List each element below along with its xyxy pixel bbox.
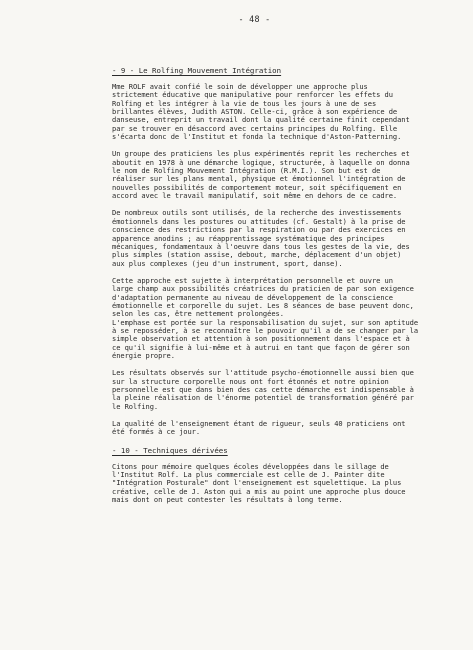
text-line: à se reposséder, à se reconnaître le pouvoir qu'il a de se changer par la xyxy=(112,325,419,335)
text-line: réaliser sur les plans mental, physique et émotionnel l'intégration de xyxy=(112,174,406,184)
section-paragraphs xyxy=(112,463,437,505)
text-line: plus simples (station assise, debout, marche, déplacement d'un objet) xyxy=(112,250,402,260)
text-line: été formés à ce jour. xyxy=(112,427,201,437)
text-line: Les résultats observés sur l'attitude psycho-émotionnelle aussi bien que xyxy=(112,368,414,378)
text-line: aux plus complexes (jeu d'un instrument, sport, danse). xyxy=(112,258,343,268)
text-line: par se trouver en désaccord avec certains principes du Rolfing. Elle xyxy=(112,123,398,133)
text-line: nouvelles possibilités de comportement moteur, soit spécifiquement en xyxy=(112,182,402,192)
text-line: large champ aux possibilités créatrices du praticien de par son exigence xyxy=(112,284,414,294)
text-line: Un groupe des praticiens les plus expérimentés reprit les recherches et xyxy=(112,149,410,159)
text-line: créative, celle de J. Aston qui a mis au point une approche plus douce xyxy=(112,486,406,496)
paragraph xyxy=(112,209,437,267)
paragraph xyxy=(112,150,437,200)
text-line: De nombreux outils sont utilisés, de la recherche des investissements xyxy=(112,208,402,218)
text-line: strictement éducative que manipulative pour renforcer les effets du xyxy=(112,90,393,100)
text-line: le nom de Rolfing Mouvement Intégration (R.M.I.). Son but est de xyxy=(112,166,381,176)
text-line: "Intégration Posturale" dont l'enseignement est squelettique. La plus xyxy=(112,478,402,488)
text-line: émotionnels dans les postures ou attitudes (cf. Gestalt) à la prise de xyxy=(112,216,406,226)
text-line: brillantes élèves, Judith ASTON. Celle-ci, grâce à son expérience de xyxy=(112,107,398,117)
text-line: selon les cas, être nettement prolongées. xyxy=(112,309,284,319)
section-paragraphs xyxy=(112,83,437,437)
paragraph xyxy=(112,463,437,505)
page-content xyxy=(112,66,437,513)
text-line: émotionnelle et corporelle du sujet. Les 8 séances de base peuvent donc, xyxy=(112,300,414,310)
text-line: s'écarta donc de l'Institut et fonda la technique d'Aston-Patterning. xyxy=(112,132,402,142)
paragraph xyxy=(112,277,437,360)
section-9 xyxy=(112,66,437,437)
text-line: ce qu'il signifie à lui-même et à autrui en tant que façon de gérer son xyxy=(112,342,410,352)
text-line: danseuse, entreprit un travail dont la qualité certaine finit cependant xyxy=(112,115,410,125)
text-line: apparence anodins ; au réapprentissage systématique des principes xyxy=(112,233,385,243)
text-line: Mme ROLF avait confié le soin de développer une approche plus xyxy=(112,82,368,91)
text-line: L'emphase est portée sur la responsabilisation du sujet, sur son aptitude xyxy=(112,317,419,327)
text-line: mécaniques, fondamentaux à l'oeuvre dans tous les gestes de la vie, des xyxy=(112,241,410,251)
paragraph xyxy=(112,83,437,141)
text-line: Cette approche est sujette à interprétation personnelle et ouvre un xyxy=(112,275,393,285)
section-title: - 9 - Le Rolfing Mouvement Intégration xyxy=(112,66,282,75)
text-line: Rolfing et les intégrer à la vie de tous les jours à une de ses xyxy=(112,98,377,108)
text-line: conscience des restrictions par la respiration ou par des exercices en xyxy=(112,225,406,235)
text-line: la pleine réalisation de l'énorme potentiel de transformation généré par xyxy=(112,393,414,403)
page-number: - 48 - xyxy=(238,14,271,24)
text-line: Citons pour mémoire quelques écoles développées dans le sillage de xyxy=(112,461,389,471)
text-line: La qualité de l'enseignement étant de rigueur, seuls 40 praticiens ont xyxy=(112,419,406,429)
text-line: mais dont on peut contester les résultats à long terme. xyxy=(112,495,343,505)
text-line: accord avec le travail manipulatif, soit même en dehors de ce cadre. xyxy=(112,191,398,201)
section-title: - 10 - Techniques dérivées xyxy=(112,445,228,455)
section-10 xyxy=(112,446,437,505)
paragraph xyxy=(112,369,437,411)
text-line: personnelle est que dans bien des cas cette démarche est indispensable à xyxy=(112,385,414,394)
text-line: énergie propre. xyxy=(112,350,175,360)
text-line: simple observation et attention à son positionnement dans l'espace et à xyxy=(112,334,410,344)
text-line: aboutit en 1978 à une démarche logique, structurée, à laquelle on donna xyxy=(112,157,410,167)
paragraph xyxy=(112,420,437,437)
text-line: d'adaptation permanente au niveau de développement de la conscience xyxy=(112,292,393,302)
text-line: l'Institut Rolf. La plus commerciale est celle de J. Painter dite xyxy=(112,470,385,480)
text-line: le Rolfing. xyxy=(112,401,159,411)
text-line: sur la structure corporelle nous ont fort étonnés et notre opinion xyxy=(112,376,389,386)
